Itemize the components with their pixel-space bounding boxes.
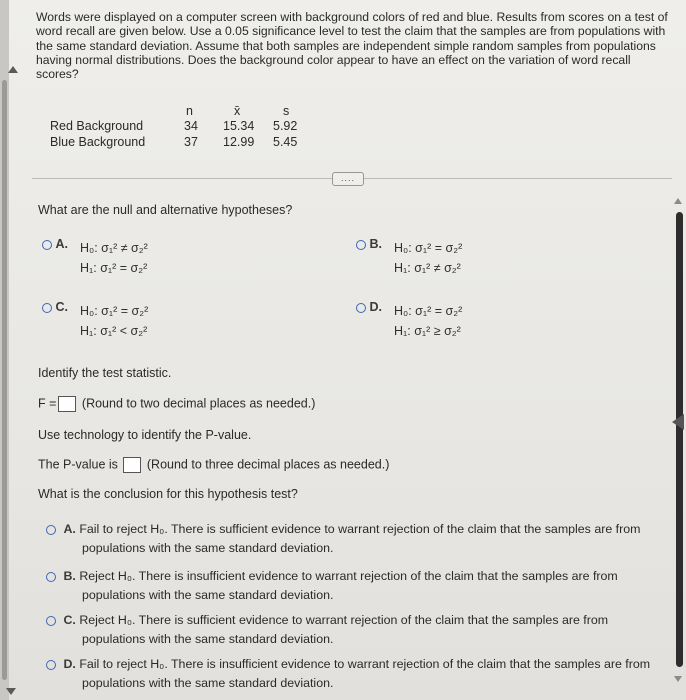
conclusion-c-line2: populations with the same standard deviation. (82, 632, 334, 646)
pvalue-hint: (Round to three decimal places as needed.) (146, 457, 390, 472)
header-s: s (283, 104, 290, 118)
radio-a[interactable] (42, 240, 52, 250)
conclusion-a-line2: populations with the same standard deviation. (82, 541, 334, 555)
conclusion-radio-a[interactable] (46, 525, 56, 535)
header-n: n (186, 104, 193, 118)
right-scroll-up-icon[interactable] (674, 198, 682, 204)
conclusion-question: What is the conclusion for this hypothesis test? (38, 487, 298, 501)
conclusion-a-line1: Fail to reject H₀. There is sufficient evidence to warrant rejection of the claim that the samples are from (79, 522, 641, 536)
conclusion-letter-a: A. (63, 522, 76, 536)
f-stat-input[interactable] (58, 396, 76, 412)
conclusion-option-c[interactable] (46, 611, 656, 649)
h0-d: H₀: σ₁² = σ₂² (394, 304, 463, 318)
h0-c: H₀: σ₁² = σ₂² (80, 304, 149, 318)
header-mean: x̄ (234, 104, 241, 118)
conclusion-option-b[interactable] (46, 567, 656, 605)
h0-b: H₀: σ₁² = σ₂² (394, 241, 463, 255)
conclusion-b-line1: Reject H₀. There is insufficient evidence to warrant rejection of the claim that the samples are from (79, 569, 618, 583)
hypothesis-option-d[interactable] (356, 300, 382, 314)
hypothesis-d-text (394, 301, 462, 341)
conclusion-radio-c[interactable] (46, 616, 56, 626)
h1-b: H₁: σ₁² ≠ σ₂² (394, 261, 461, 275)
conclusion-d-line2: populations with the same standard deviation. (82, 676, 334, 690)
red-mean: 15.34 (223, 119, 255, 133)
hypothesis-c-text (80, 301, 148, 341)
mouse-cursor-icon (672, 414, 684, 430)
hypothesis-b-text (394, 238, 462, 278)
radio-b[interactable] (356, 240, 366, 250)
pvalue-row (38, 457, 389, 473)
conclusion-letter-c: C. (63, 613, 76, 627)
h1-c: H₁: σ₁² < σ₂² (80, 324, 148, 338)
scroll-up-arrow-icon[interactable] (8, 66, 18, 73)
hypothesis-a-text (80, 238, 148, 278)
more-button[interactable]: .... (332, 172, 364, 186)
hypothesis-option-c[interactable] (42, 300, 68, 314)
red-s: 5.92 (273, 119, 298, 133)
conclusion-option-d[interactable] (46, 655, 656, 693)
scroll-down-arrow-icon[interactable] (6, 688, 16, 695)
conclusion-letter-d: D. (63, 657, 76, 671)
blue-mean: 12.99 (223, 135, 255, 149)
row-label-blue: Blue Background (50, 135, 146, 149)
hypothesis-option-b[interactable] (356, 237, 382, 251)
conclusion-d-line1: Fail to reject H₀. There is insufficient evidence to warrant rejection of the claim that the samples are from (79, 657, 651, 671)
row-label-red: Red Background (50, 119, 144, 133)
conclusion-option-a[interactable] (46, 520, 656, 558)
conclusion-radio-d[interactable] (46, 660, 56, 670)
option-letter-c: C. (55, 300, 68, 314)
radio-c[interactable] (42, 303, 52, 313)
h0-a: H₀: σ₁² ≠ σ₂² (80, 241, 148, 255)
blue-n: 37 (184, 135, 198, 149)
problem-statement: Words were displayed on a computer screen with background colors of red and blue. Results from scores on a test of word recall are given below. Use a 0.05 significance level to test the claim that the samples are from populations with the same standard deviation. Assume that both samples are independent simple random samples from populations having normal distributions. Does the background color appear to have an effect on the variation of word recall scores? (36, 10, 668, 82)
pvalue-prompt: Use technology to identify the P-value. (38, 428, 252, 442)
conclusion-c-line1: Reject H₀. There is sufficient evidence to warrant rejection of the claim that the samples are from (79, 613, 609, 627)
blue-s: 5.45 (273, 135, 298, 149)
right-scroll-down-icon[interactable] (674, 676, 682, 682)
pvalue-input[interactable] (123, 457, 141, 473)
h1-d: H₁: σ₁² ≥ σ₂² (394, 324, 461, 338)
hypotheses-question: What are the null and alternative hypotheses? (38, 203, 293, 217)
left-scrollbar-thumb[interactable] (2, 80, 7, 680)
option-letter-b: B. (369, 237, 382, 251)
h1-a: H₁: σ₁² = σ₂² (80, 261, 148, 275)
radio-d[interactable] (356, 303, 366, 313)
f-stat-row (38, 396, 315, 412)
option-letter-a: A. (55, 237, 68, 251)
conclusion-radio-b[interactable] (46, 572, 56, 582)
red-n: 34 (184, 119, 198, 133)
conclusion-letter-b: B. (63, 569, 76, 583)
test-stat-prompt: Identify the test statistic. (38, 366, 172, 380)
conclusion-b-line2: populations with the same standard deviation. (82, 588, 334, 602)
f-label: F = (38, 396, 57, 411)
f-hint: (Round to two decimal places as needed.) (81, 396, 316, 411)
option-letter-d: D. (369, 300, 382, 314)
pvalue-label: The P-value is (38, 457, 118, 472)
right-scrollbar-thumb[interactable] (676, 212, 683, 667)
hypothesis-option-a[interactable] (42, 237, 68, 251)
